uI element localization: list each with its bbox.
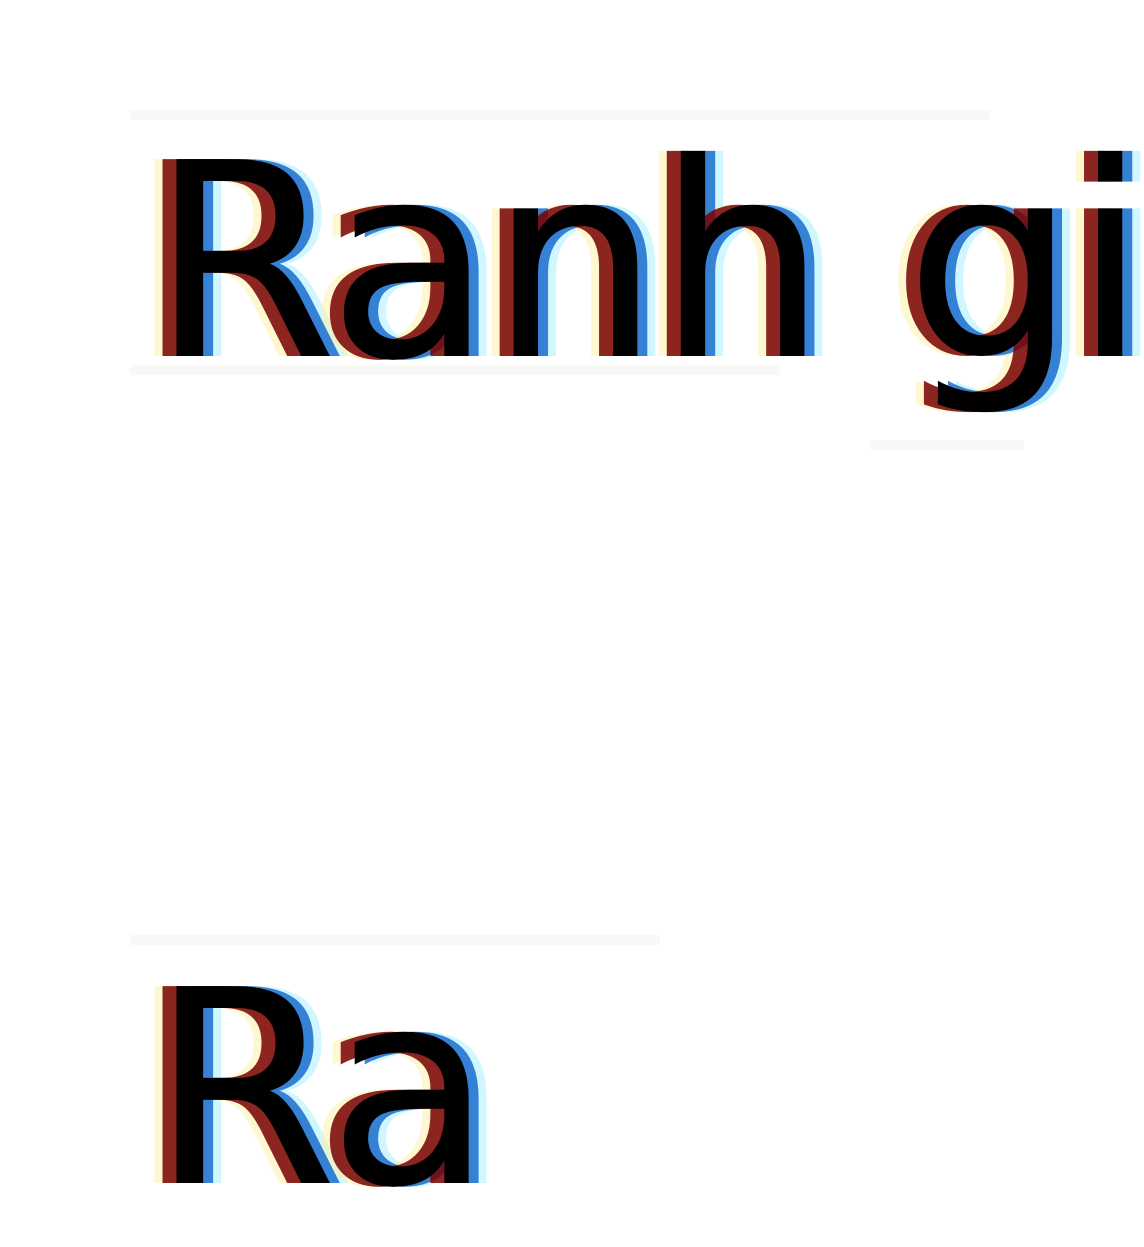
antialias-fringe: [870, 440, 1024, 450]
label-text-top: Ranh gi: [150, 105, 1144, 420]
label-text-bottom: Ra: [150, 932, 490, 1247]
